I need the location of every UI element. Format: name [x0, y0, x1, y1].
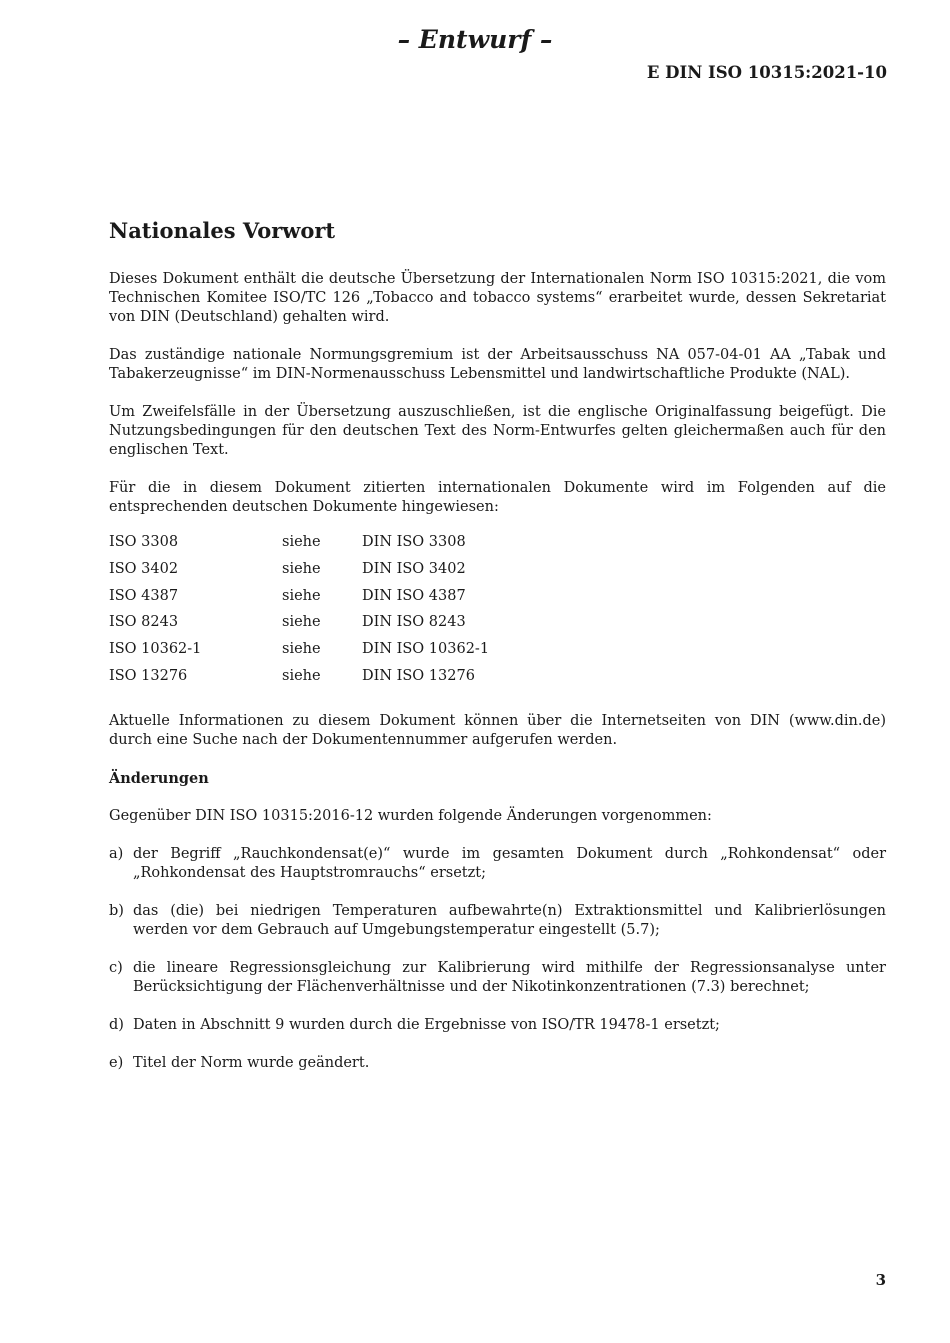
list-marker: a)	[109, 845, 124, 862]
changes-intro: Gegenüber DIN ISO 10315:2016-12 wurden folgende Änderungen vorgenommen:	[109, 807, 712, 824]
iso-reference: ISO 3308	[109, 534, 179, 550]
siehe-label: siehe	[282, 587, 321, 604]
section-title: Nationales Vorwort	[109, 218, 336, 243]
iso-reference: ISO 13276	[109, 667, 188, 684]
changes-heading: Änderungen	[109, 769, 209, 787]
table-row	[109, 613, 489, 640]
table-row	[109, 640, 489, 667]
din-reference: DIN ISO 3402	[362, 560, 466, 577]
siehe-label: siehe	[282, 641, 321, 658]
table-row	[109, 560, 489, 587]
din-reference: DIN ISO 8243	[362, 614, 466, 631]
siehe-label: siehe	[282, 614, 321, 631]
siehe-label: siehe	[282, 667, 321, 684]
table-row	[109, 533, 489, 560]
din-reference: DIN ISO 4387	[362, 587, 466, 604]
list-text: das (die) bei niedrigen Temperaturen aufbewahrte(n) Extraktionsmittel und Kalibrierlösungen werden vor dem Gebrauch auf Umgebungstemperatur eingestellt (5.7);	[133, 902, 886, 938]
list-text: Titel der Norm wurde geändert.	[133, 1054, 370, 1071]
siehe-label: siehe	[282, 534, 321, 550]
list-item	[109, 845, 886, 883]
info-paragraph: Aktuelle Informationen zu diesem Dokument können über die Internetseiten von DIN (www.din.de) durch eine Suche nach der Dokumentennummer aufgerufen werden.	[109, 712, 886, 748]
page-content	[109, 217, 886, 1092]
list-text: der Begriff „Rauchkondensat(e)“ wurde im gesamten Dokument durch „Rohkondensat“ oder „Rohkondensat des Hauptstromrauchs“ ersetzt;	[133, 845, 886, 881]
iso-reference: ISO 4387	[109, 587, 179, 604]
draft-mark: – Entwurf –	[397, 25, 553, 54]
table-row	[109, 587, 489, 614]
reference-table	[109, 533, 489, 694]
list-marker: d)	[109, 1016, 124, 1033]
iso-reference: ISO 10362-1	[109, 641, 202, 658]
list-marker: e)	[109, 1054, 124, 1071]
list-text: die lineare Regressionsgleichung zur Kalibrierung wird mithilfe der Regressionsanalyse unter Berücksichtigung der Flächenverhältnisse und der Nikotinkonzentrationen (7.3) berechnet;	[133, 959, 886, 995]
list-text: Daten in Abschnitt 9 wurden durch die Ergebnisse von ISO/TR 19478-1 ersetzt;	[133, 1016, 720, 1033]
document-id: E DIN ISO 10315:2021-10	[646, 63, 887, 82]
list-item	[109, 902, 886, 940]
list-marker: b)	[109, 902, 124, 919]
list-marker: c)	[109, 959, 123, 976]
list-item	[109, 1016, 886, 1035]
list-item	[109, 959, 886, 997]
iso-reference: ISO 8243	[109, 614, 179, 631]
foreword-paragraph-4: Für die in diesem Dokument zitierten internationalen Dokumente wird im Folgenden auf die entsprechenden deutschen Dokumente hingewiesen:	[109, 480, 886, 515]
foreword-paragraph-3: Um Zweifelsfälle in der Übersetzung auszuschließen, ist die englische Originalfassung beigefügt. Die Nutzungsbedingungen für den deutschen Text des Norm-Entwurfes gelten gleichermaßen auch für den englischen Text.	[109, 404, 886, 458]
din-reference: DIN ISO 13276	[362, 667, 475, 684]
foreword-paragraph-1: Dieses Dokument enthält die deutsche Übersetzung der Internationalen Norm ISO 10315:2021, die vom Technischen Komitee ISO/TC 126 „Tobacco and tobacco systems“ erarbeitet wurde, dessen Sekretariat von DIN (Deutschland) gehalten wird.	[109, 271, 886, 325]
din-reference: DIN ISO 3308	[362, 534, 466, 550]
foreword-paragraph-2: Das zuständige nationale Normungsgremium ist der Arbeitsausschuss NA 057-04-01 AA „Tabak und Tabakerzeugnisse“ im DIN-Normenausschuss Lebensmittel und landwirtschaftliche Produkte (NAL).	[109, 347, 886, 382]
list-item	[109, 1054, 886, 1073]
iso-reference: ISO 3402	[109, 560, 179, 577]
table-row	[109, 667, 489, 694]
din-reference: DIN ISO 10362-1	[362, 641, 490, 658]
page-number: 3	[875, 1271, 886, 1289]
siehe-label: siehe	[282, 560, 321, 577]
